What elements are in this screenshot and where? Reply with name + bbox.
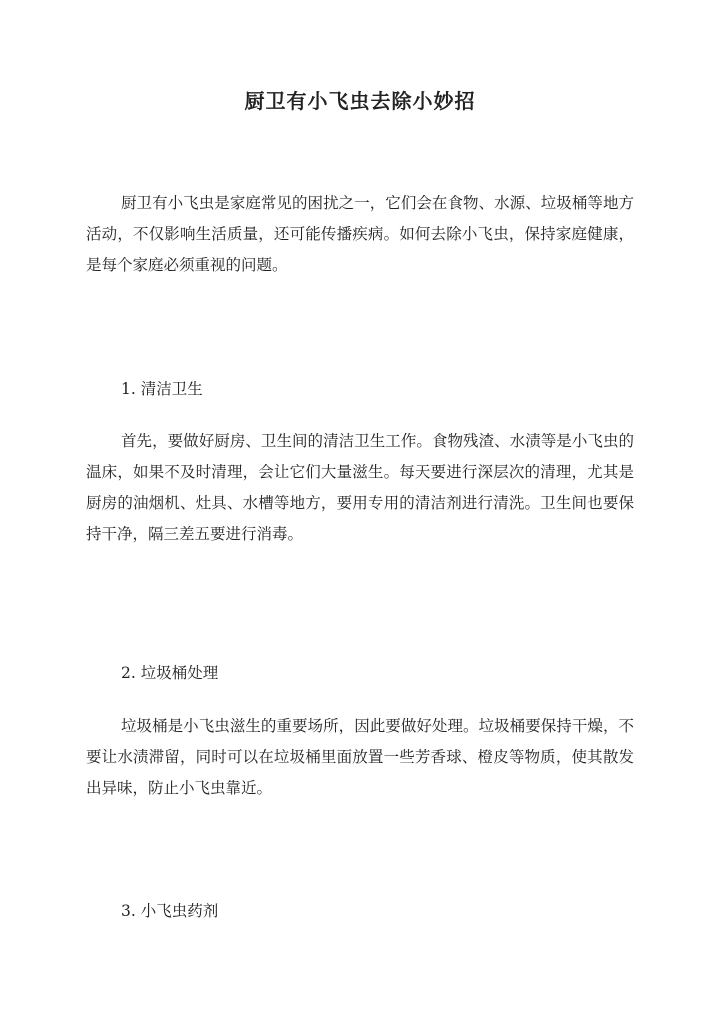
section-body-trash-bin: 垃圾桶是小飞虫滋生的重要场所，因此要做好处理。垃圾桶要保持干燥，不要让水渍滞留，同时可以在垃圾桶里面放置一些芳香球、橙皮等物质，使其散发出异味，防止小飞虫靠近。: [86, 717, 634, 797]
page-title: 厨卫有小飞虫去除小妙招: [244, 89, 476, 113]
section-body-cleaning: 首先，要做好厨房、卫生间的清洁卫生工作。食物残渣、水渍等是小飞虫的温床，如果不及时清理，会让它们大量滋生。每天要进行深层次的清理，尤其是厨房的油烟机、灶具、水槽等地方，要用专用的清洁剂进行清洗。卫生间也要保持干净，隔三差五要进行消毒。: [86, 432, 634, 543]
section-heading-trash-bin: 2. 垃圾桶处理: [121, 664, 219, 682]
section-heading-cleaning: 1. 清洁卫生: [121, 380, 203, 398]
intro-paragraph: 厨卫有小飞虫是家庭常见的困扰之一，它们会在食物、水源、垃圾桶等地方活动，不仅影响生活质量，还可能传播疾病。如何去除小飞虫，保持家庭健康，是每个家庭必须重视的问题。: [86, 194, 634, 274]
section-heading-insecticide: 3. 小飞虫药剂: [121, 902, 219, 920]
